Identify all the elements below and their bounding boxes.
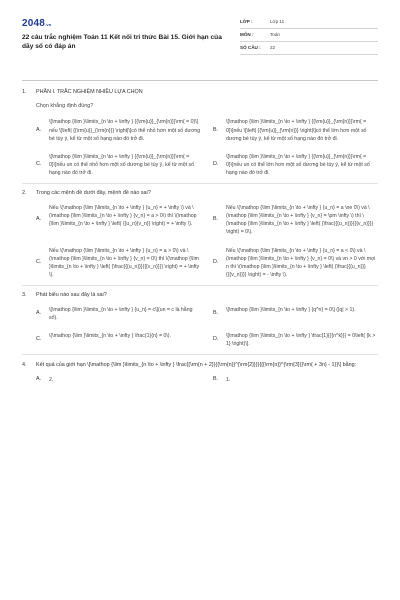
- question-body: [36, 190, 378, 278]
- question-text: Phát biểu nào sau đây là sai?: [36, 292, 107, 299]
- page-title: 22 câu trắc nghiệm Toán 11 Kết nối tri thức Bài 15. Giới hạn của dãy số có đáp án: [22, 34, 222, 50]
- answer-options: [36, 376, 378, 384]
- answer-options: [36, 204, 378, 279]
- meta-row-class: [240, 16, 378, 29]
- question-2: [22, 190, 378, 278]
- option-b[interactable]: [213, 118, 378, 142]
- header-divider: [22, 80, 378, 81]
- metadata-table: [240, 16, 378, 55]
- option-a[interactable]: [36, 204, 201, 236]
- option-letter: C.: [36, 160, 42, 167]
- question-divider: [22, 354, 378, 355]
- option-letter: A.: [36, 310, 42, 317]
- option-text: 2.: [49, 376, 54, 383]
- option-a[interactable]: [36, 118, 201, 142]
- meta-value: Toán: [270, 31, 280, 37]
- option-letter: B.: [213, 126, 219, 133]
- option-text: \[\mathop {\lim }\limits_{n \to + \infty } {{\rm{u}}_{\rm{n}}}\rm{ = 0}\] nếu \[\left| {{\rm{u}}_{\rm{n}}} \right|\]có thể nhỏ hơn một số dương bé tùy ý, kể từ một số hạng nào đó trở đi.: [49, 119, 201, 142]
- option-d[interactable]: [213, 153, 378, 177]
- question-text: Trong các mệnh đề dưới đây, mệnh đề nào sai?: [36, 190, 151, 197]
- question-divider: [22, 285, 378, 286]
- option-letter: D.: [213, 160, 219, 167]
- header-left: [22, 18, 234, 52]
- question-1: [22, 89, 378, 177]
- meta-value: 22: [270, 44, 276, 50]
- question-text: Kết quả của giới hạn \[\mathop {\lim }\limits_{n \to + \infty } \frac{{\rm{n + 2}}{{\rm{n}}^{\rm{2}}}}{{{\rm{n}}^{\rm{3}}}\rm{ + 3n} - 1}}\] bằng:: [36, 362, 357, 369]
- logo-suffix: .vn: [45, 22, 52, 27]
- option-text: \(\mathop {\lim }\limits_{n \to + \infty } \frac{1}{n} = 0\).: [49, 333, 171, 340]
- option-c[interactable]: [36, 247, 201, 279]
- document-header: [22, 18, 378, 70]
- option-letter: C.: [36, 258, 42, 265]
- meta-key: SỐ CÂU :: [240, 44, 261, 50]
- option-text: \[\mathop {\lim }\limits_{n \to + \infty } {{\rm{u}}_{\rm{n}}}\rm{ = 0}\]nếu \[\left| {{\rm{u}}_{\rm{n}}} \right|\]có thể lớn hơn một số dương bé tùy ý, kể từ một số hạng nào đó trở đi.: [226, 119, 367, 142]
- option-text: \[\mathop {\lim }\limits_{n \to + \infty } {q^n} = 0\] (|q| > 1).: [226, 307, 356, 314]
- option-b[interactable]: [213, 204, 378, 236]
- option-text: Nếu \(\mathop {\lim }\limits_{n \to + \infty } {u_n} = + \infty \) và \(\mathop {\lim }\limits_{n \to + \infty } {v_n} = a > 0\) thì \(\mathop {\lim }\limits_{n \to + \infty } \left( {{u_n}{v_n}} \right) = + \infty \).: [49, 205, 197, 228]
- option-letter: D.: [213, 258, 219, 265]
- meta-key: MÔN :: [240, 31, 254, 37]
- question-body: [36, 89, 378, 177]
- option-d[interactable]: [213, 247, 378, 279]
- meta-row-subject: [240, 29, 378, 42]
- option-text: \[\mathop {\lim }\limits_{n \to + \infty } {u_n} = c\](un = c là hằng số).: [49, 307, 193, 322]
- option-text: Nếu \(\mathop {\lim }\limits_{n \to + \infty } {u_n} = a < 0\) và \(\mathop {\lim }\limits_{n \to + \infty } {v_n} = 0\) và vn > 0 với mọi n thì \(\mathop {\lim }\limits_{n \to + \infty } \left( {\frac{{{u_n}}}{{{v_n}}}} \right) = - \infty \).: [226, 247, 376, 278]
- option-letter: C.: [36, 336, 42, 343]
- option-text: \[\mathop {\lim }\limits_{n \to + \infty } \frac{1}{{{n^k}}} = 0\left( {k > 1} \right)\].: [226, 333, 376, 348]
- answer-options: [36, 306, 378, 348]
- question-text: Chọn khẳng định đúng?: [36, 102, 94, 109]
- option-a[interactable]: [36, 306, 201, 322]
- question-divider: [22, 183, 378, 184]
- question-4: [22, 362, 378, 384]
- option-b[interactable]: [213, 306, 378, 322]
- option-letter: A.: [36, 126, 42, 133]
- option-letter: B.: [213, 310, 219, 317]
- option-d[interactable]: [213, 332, 378, 348]
- question-3: [22, 292, 378, 348]
- option-text: Nếu \(\mathop {\lim }\limits_{n \to + \infty } {u_n} = a > 0\) và \(\mathop {\lim }\limits_{n \to + \infty } {v_n} = 0\) thì \(\mathop {\lim }\limits_{n \to + \infty } \left( {\frac{{{u_n}}}{{{v_n}}}} \right) = + \infty \).: [49, 247, 200, 278]
- option-b[interactable]: [213, 376, 378, 384]
- option-text: \[\mathop {\lim }\limits_{n \to + \infty } {{\rm{u}}_{\rm{n}}}\rm{ = 0}\]nếu un có thể lớn hơn một số dương bé tùy ý, kể từ một số hạng nào đó trở đi.: [226, 153, 370, 176]
- question-number: 2.: [22, 190, 27, 197]
- meta-key: LỚP :: [240, 18, 253, 24]
- question-number: 1.: [22, 88, 27, 95]
- logo-main: 2048: [22, 18, 46, 29]
- section-heading: PHẦN I. TRẮC NGHIỆM NHIỀU LỰA CHỌN: [36, 88, 143, 95]
- question-number: 3.: [22, 292, 27, 299]
- question-number: 4.: [22, 362, 27, 369]
- option-a[interactable]: [36, 376, 201, 384]
- option-letter: A.: [36, 216, 42, 223]
- option-text: 1.: [226, 376, 231, 383]
- option-letter: D.: [213, 336, 219, 343]
- option-letter: A.: [36, 375, 42, 382]
- option-c[interactable]: [36, 332, 201, 348]
- option-letter: B.: [213, 375, 219, 382]
- option-c[interactable]: [36, 153, 201, 177]
- option-text: \[\mathop {\lim }\limits_{n \to + \infty } {{\rm{u}}_{\rm{n}}}\rm{ = 0}\]nếu un có thể nhỏ hơn một số dương bé tùy ý, kể từ một số hạng nào đó trở đi.: [49, 153, 194, 176]
- answer-options: [36, 118, 378, 176]
- option-text: Nếu \(\mathop {\lim }\limits_{n \to + \infty } {u_n} = a \ne 0\) và \(\mathop {\lim }\limits_{n \to + \infty } {v_n} = \pm \infty \) thì \(\mathop {\lim }\limits_{n \to + \infty } \left( {\frac{{{u_n}}}{{{v_n}}}} \right) = 0\).: [226, 205, 374, 236]
- meta-row-count: [240, 42, 378, 55]
- option-letter: B.: [213, 216, 219, 223]
- site-logo[interactable]: [22, 18, 234, 31]
- meta-value: Lớp 11: [270, 18, 285, 24]
- question-body: [36, 362, 378, 384]
- question-body: [36, 292, 378, 348]
